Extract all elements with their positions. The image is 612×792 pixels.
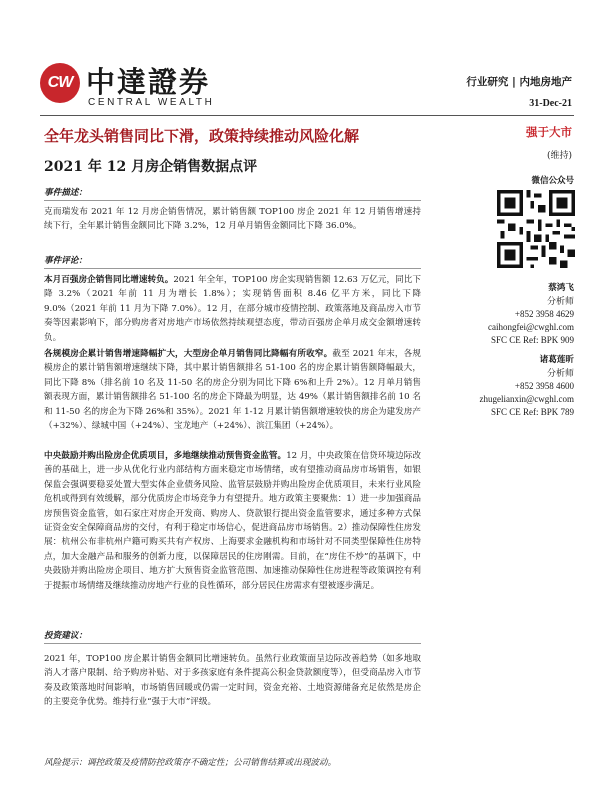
analyst-phone: +852 3958 4629 — [514, 309, 574, 319]
report-date: 31-Dec-21 — [529, 98, 572, 109]
qr-code-icon — [497, 190, 575, 268]
comment-heading: 事件评论： — [44, 256, 87, 266]
advice-text: 2021 年，TOP100 房企累计销售金额同比增速转负。虽然行业政策面呈边际改善趋势（如多地取消人才落户限制、给予购房补贴、对于多孩家庭有条件提高公积金贷款额度等），但受商品房入市节奏及政策落地时间影响，市场销售回暖或仍需一定时间，资金充裕、土地资源储备充足依然是房企的主要竞争优势。维持行业“强于大市”评级。 — [44, 654, 421, 708]
paragraph-2-body: 截至 2021 年末，各规模房企的累计销售额增速继续下降，其中累计销售额排名 51-100 名的房企累计销售额降幅最大，同比下降 8%（排名前 10 名及 11-50 名的房企分别为同比下降 6%和上升 2%）。12 月单月销售额表现方面，累计销售额排名 51-100 名的房企下降最为明显，达 49%（累计销售额排名前 10 名和 11-50 名的房企为下降 26%和 35%）。2021 年 1-12 月累计销售额增速较快的房企为建发房产（+32%）、绿城中国（+24%）、宝龙地产（+24%）、滨江集团（+24%）。 — [44, 349, 421, 432]
rating-label: 强于大市 — [526, 125, 572, 139]
comment-paragraph-3 — [44, 449, 421, 593]
analyst-role: 分析师 — [546, 296, 574, 306]
header-divider — [40, 115, 574, 116]
analyst-license: SFC CE Ref: BPK 909 — [490, 335, 574, 345]
analyst-name: 蔡鸿飞 — [548, 283, 574, 293]
logo-mark — [40, 63, 80, 103]
comment-rule — [44, 268, 421, 269]
summary-text: 克而瑞发布 2021 年 12 月房企销售情况，累计销售额 TOP100 房企 2021 年 12 月销售增速持续下行，全年累计销售金额同比下降 3.2%，12 月单月销售金额同比下降 36.0%。 — [44, 207, 421, 232]
summary-rule — [44, 200, 421, 201]
report-title: 全年龙头销售同比下滑，政策持续推动风险化解 — [44, 127, 360, 145]
paragraph-2-lead: 各规模房企累计销售增速降幅扩大，大型房企单月销售同比降幅有所收窄。 — [44, 349, 333, 359]
advice-heading: 投资建议： — [44, 631, 87, 641]
analyst-email[interactable]: caihongfei@cwghl.com — [487, 322, 574, 332]
analyst-phone: +852 3958 4600 — [514, 381, 574, 391]
logo-english-name: CENTRAL WEALTH — [88, 97, 215, 108]
report-subtitle: 2021 年 12 月房企销售数据点评 — [44, 159, 258, 175]
risk-warning: 风险提示：调控政策及疫情防控政策存不确定性；公司销售结算或出现波动。 — [44, 758, 337, 768]
report-category: 行业研究 | 内地房地产 — [466, 76, 572, 88]
analyst-card-1 — [440, 282, 574, 347]
advice-rule — [44, 643, 421, 644]
analyst-email[interactable]: zhugelianxin@cwghl.com — [479, 394, 574, 404]
comment-paragraph-1 — [44, 273, 421, 345]
logo-abbr: CW — [47, 74, 73, 91]
comment-paragraph-2 — [44, 347, 421, 433]
paragraph-1-lead: 本月百强房企销售同比增速转负。 — [44, 275, 174, 285]
analyst-name: 诸葛莲昕 — [539, 355, 574, 365]
analyst-card-2 — [440, 354, 574, 419]
analyst-role: 分析师 — [546, 368, 574, 378]
paragraph-3-lead: 中央鼓励并购出险房企优质项目，多地继续推动预售资金监管。 — [44, 451, 287, 461]
paragraph-1-body: 2021 年全年，TOP100 房企实现销售额 12.63 万亿元，同比下降 3.2%（2021 年前 11 月为增长 1.8%）；实现销售面积 8.46 亿平方米，同比下降 9.0%（2021 年前 11 月为下降 7.0%）。12 月，在部分城市疫情控制、政策落地及商品房入市节奏等因素影响下，部分购房者对房地产市场依然持续观望态度，带动百强房企单月成交金额增速转负。 — [44, 275, 421, 343]
logo-chinese-name: 中達證券 — [86, 65, 211, 99]
paragraph-3-body: 12 月，中央政策在信贷环境边际改善的基础上，进一步从优化行业内部结构方面来稳定市场情绪，或有望推动商品房市场销售，如银保监会强调要稳妥处置大型实体企业债务风险、监管层鼓励并购出险房企优质项目，未来行业风险危机或得到有效缓解，部分优质房企市场竞争力有望提升。地方政策主要聚焦：1）进一步加强商品房预售资金监管，如石家庄对房企开发商、购房人、贷款银行提出资金监管要求，通过多种方式保证资金安全保障商品房的交付，有利于稳定市场信心，促进商品房市场销售。2）推动保障性住房发展：杭州公布非杭州户籍可购买共有产权房、上海要求金融机构和市场针对不同类型保障性住房特点，加大金融产品和服务的创新力度，以保障居民的住房刚需。目前，在“房住不炒”的基调下，中央鼓励并购出险房企项目、地方扩大预售资金监管范围、加速推动保障性住房进程等政策调控有利于提振市场情绪及继续推动房地产行业的良性循环，部分居民住房需求有望被逐步满足。 — [44, 451, 421, 591]
rating-status: (维持) — [546, 151, 572, 161]
wechat-label: 微信公众号 — [531, 176, 574, 186]
analyst-license: SFC CE Ref: BPK 789 — [490, 407, 574, 417]
summary-heading: 事件描述： — [44, 188, 87, 198]
